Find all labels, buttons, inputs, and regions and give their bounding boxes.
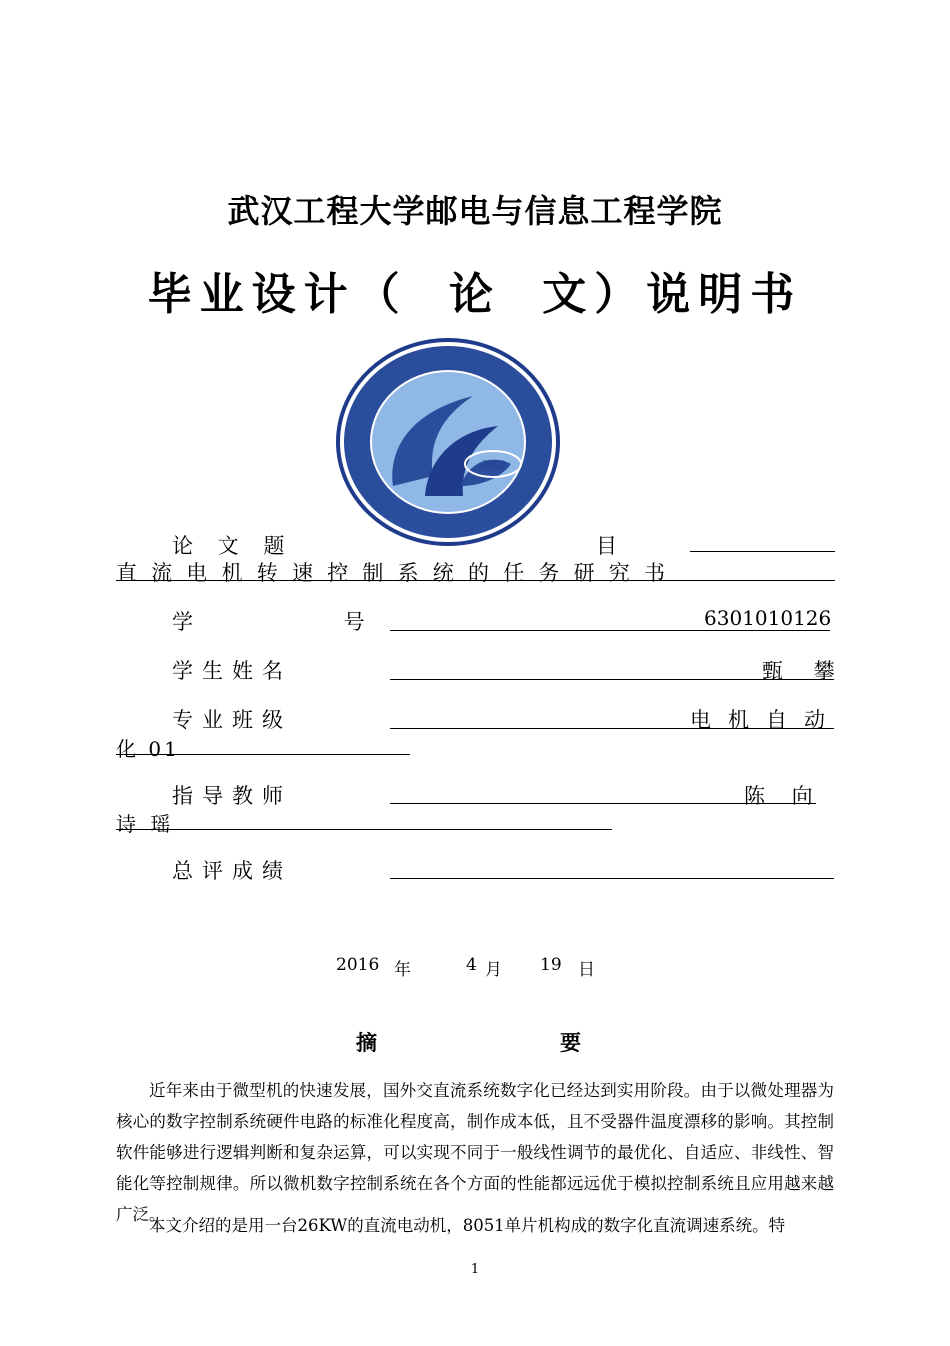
date-day-unit: 日: [578, 960, 595, 980]
advisor-value-b: 诗 瑶: [116, 812, 175, 836]
thesis-title-label-a: 论 文 题: [172, 534, 294, 558]
student-name-label: 学生姓名: [172, 659, 292, 683]
thesis-title-value: 直流电机转速控制系统的任务研究书: [116, 561, 680, 585]
thesis-title-underline-a: [690, 551, 835, 552]
page-number: 1: [470, 1262, 480, 1277]
student-id-label: 学 号: [172, 610, 437, 634]
date-day: 19: [540, 955, 562, 975]
date-year-unit: 年: [394, 960, 411, 980]
student-id-underline: [390, 630, 830, 631]
student-id-value: 6301010126: [704, 606, 832, 630]
date-month: 4: [466, 955, 477, 975]
advisor-underline-b: [116, 829, 612, 830]
date-month-unit: 月: [485, 960, 502, 980]
major-class-label: 专业班级: [172, 708, 292, 732]
major-class-underline-a: [390, 728, 834, 729]
advisor-underline-a: [390, 803, 816, 804]
advisor-value-a: 陈 向: [744, 784, 823, 808]
student-name-value: 甄 攀: [762, 659, 847, 683]
major-class-underline-b: [116, 754, 410, 755]
thesis-title-label-b: 目: [596, 534, 626, 558]
date-year: 2016: [336, 955, 380, 975]
abstract-paragraph-1: 近年来由于微型机的快速发展，国外交直流系统数字化已经达到实用阶段。由于以微处理器为核心的数字控制系统硬件电路的标准化程度高，制作成本低，且不受器件温度漂移的影响。其控制软件能够进行逻辑判断和复杂运算，可以实现不同于一般线性调节的最优化、自适应、非线性、智能化等控制规律。所以微机数字控制系统在各个方面的性能都远远优于模拟控制系统且应用越来越广泛。: [116, 1081, 834, 1224]
abstract-title-b: 要: [560, 1031, 581, 1055]
college-logo-emblem: [333, 336, 563, 551]
abstract-paragraph-2: 本文介绍的是用一台26KW的直流电动机，8051单片机构成的数字化直流调速系统。特: [149, 1216, 786, 1235]
college-logo: [333, 336, 563, 551]
thesis-title-underline-b: [116, 580, 835, 581]
overall-grade-underline: [390, 878, 834, 879]
major-class-value-b: 化 01: [116, 737, 180, 761]
document-title: 毕业设计（ 论 文）说明书: [147, 269, 803, 320]
logo-year: 2002: [481, 457, 505, 471]
major-class-value-a: 电机自动: [690, 708, 842, 732]
overall-grade-label: 总评成绩: [172, 859, 292, 883]
student-name-underline: [390, 679, 834, 680]
institution-name: 武汉工程大学邮电与信息工程学院: [227, 192, 723, 230]
advisor-label: 指导教师: [172, 784, 292, 808]
abstract-title-a: 摘: [356, 1031, 377, 1055]
